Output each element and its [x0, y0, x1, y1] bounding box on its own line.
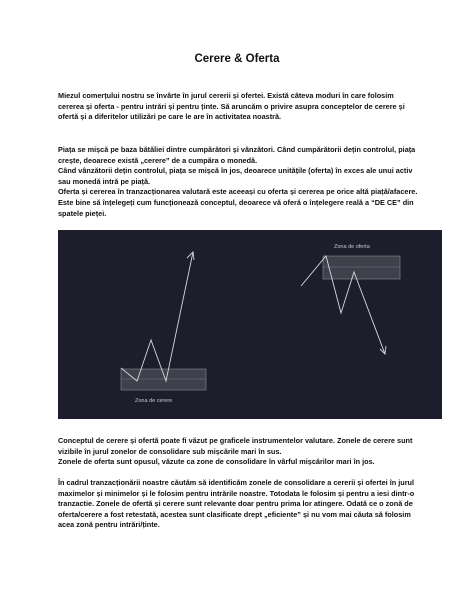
page-title: Cerere & Oferta [194, 53, 280, 65]
trading-paragraph [58, 478, 420, 531]
explanation-line: Oferta și cererea în tranzacționarea valutară este aceeași cu oferta și cererea pe orice altă piață/afacere. Este bine să înțelegeți cum funcționează conceptul, deoarece vă oferă o înțelegere reală a “DE CE” din spatele pieței. [58, 187, 418, 218]
explanation-paragraph [58, 145, 420, 219]
intro-paragraph [58, 91, 420, 123]
demand-price-line [121, 252, 193, 381]
supply-zone [323, 256, 400, 279]
explanation-line: Piața se mișcă pe baza bătăliei dintre cumpărători și vânzători. Când cumpărătorii dețin controlul, piața crește, deoarece există „cerere” de a cumpăra o monedă. [58, 145, 416, 165]
zones-line: Conceptul de cerere și ofertă poate fi văzut pe graficele instrumentelor valutare. Zonele de cerere sunt vizibile în jurul zonelor de consolidare sub mișcările mari în sus. [58, 436, 413, 456]
supply-arrowhead [380, 346, 386, 354]
zones-line: Zonele de oferta sunt opusul, văzute ca zone de consolidare în vârful mișcărilor mari în jos. [58, 457, 375, 467]
chart-svg [58, 230, 442, 419]
supply-zone-label: Zona de oferta [334, 244, 370, 250]
intro-text: Miezul comerțului nostru se învârte în jurul cererii și ofertei. Există câteva moduri în care folosim cererea și oferta - pentru intrări și pentru ținte. Să aruncăm o privire asupra conceptelor de cerere și ofertă și a diferitelor utilizări pe care le are în activitatea noastră. [58, 91, 405, 122]
supply-demand-chart [58, 230, 442, 419]
zones-paragraph [58, 436, 420, 468]
explanation-line: Când vânzătorii dețin controlul, piața se mișcă în jos, deoarece unitățile (oferta) în exces ale unui activ sau monedă intră pe piață. [58, 166, 413, 186]
trading-text: În cadrul tranzacționării noastre căutăm să identificăm zonele de consolidare a cererii și ofertei în jurul maximelor și minimelor și le folosim pentru intrările noastre. Totodata le folosim și pentru a iesi dintr-o tranzactie. Zonele de ofertă și cerere sunt relevante doar pentru prima lor atingere. Odată ce o zonă de oferta/cerere a fost retestată, acestea sunt clasificate drept „eficiente” și nu vom mai căuta să folosim acea zonă pentru intrări/ținte. [58, 478, 415, 530]
demand-zone-label: Zona de cerere [135, 398, 173, 404]
demand-zone [121, 369, 206, 390]
demand-arrowhead [187, 252, 194, 260]
